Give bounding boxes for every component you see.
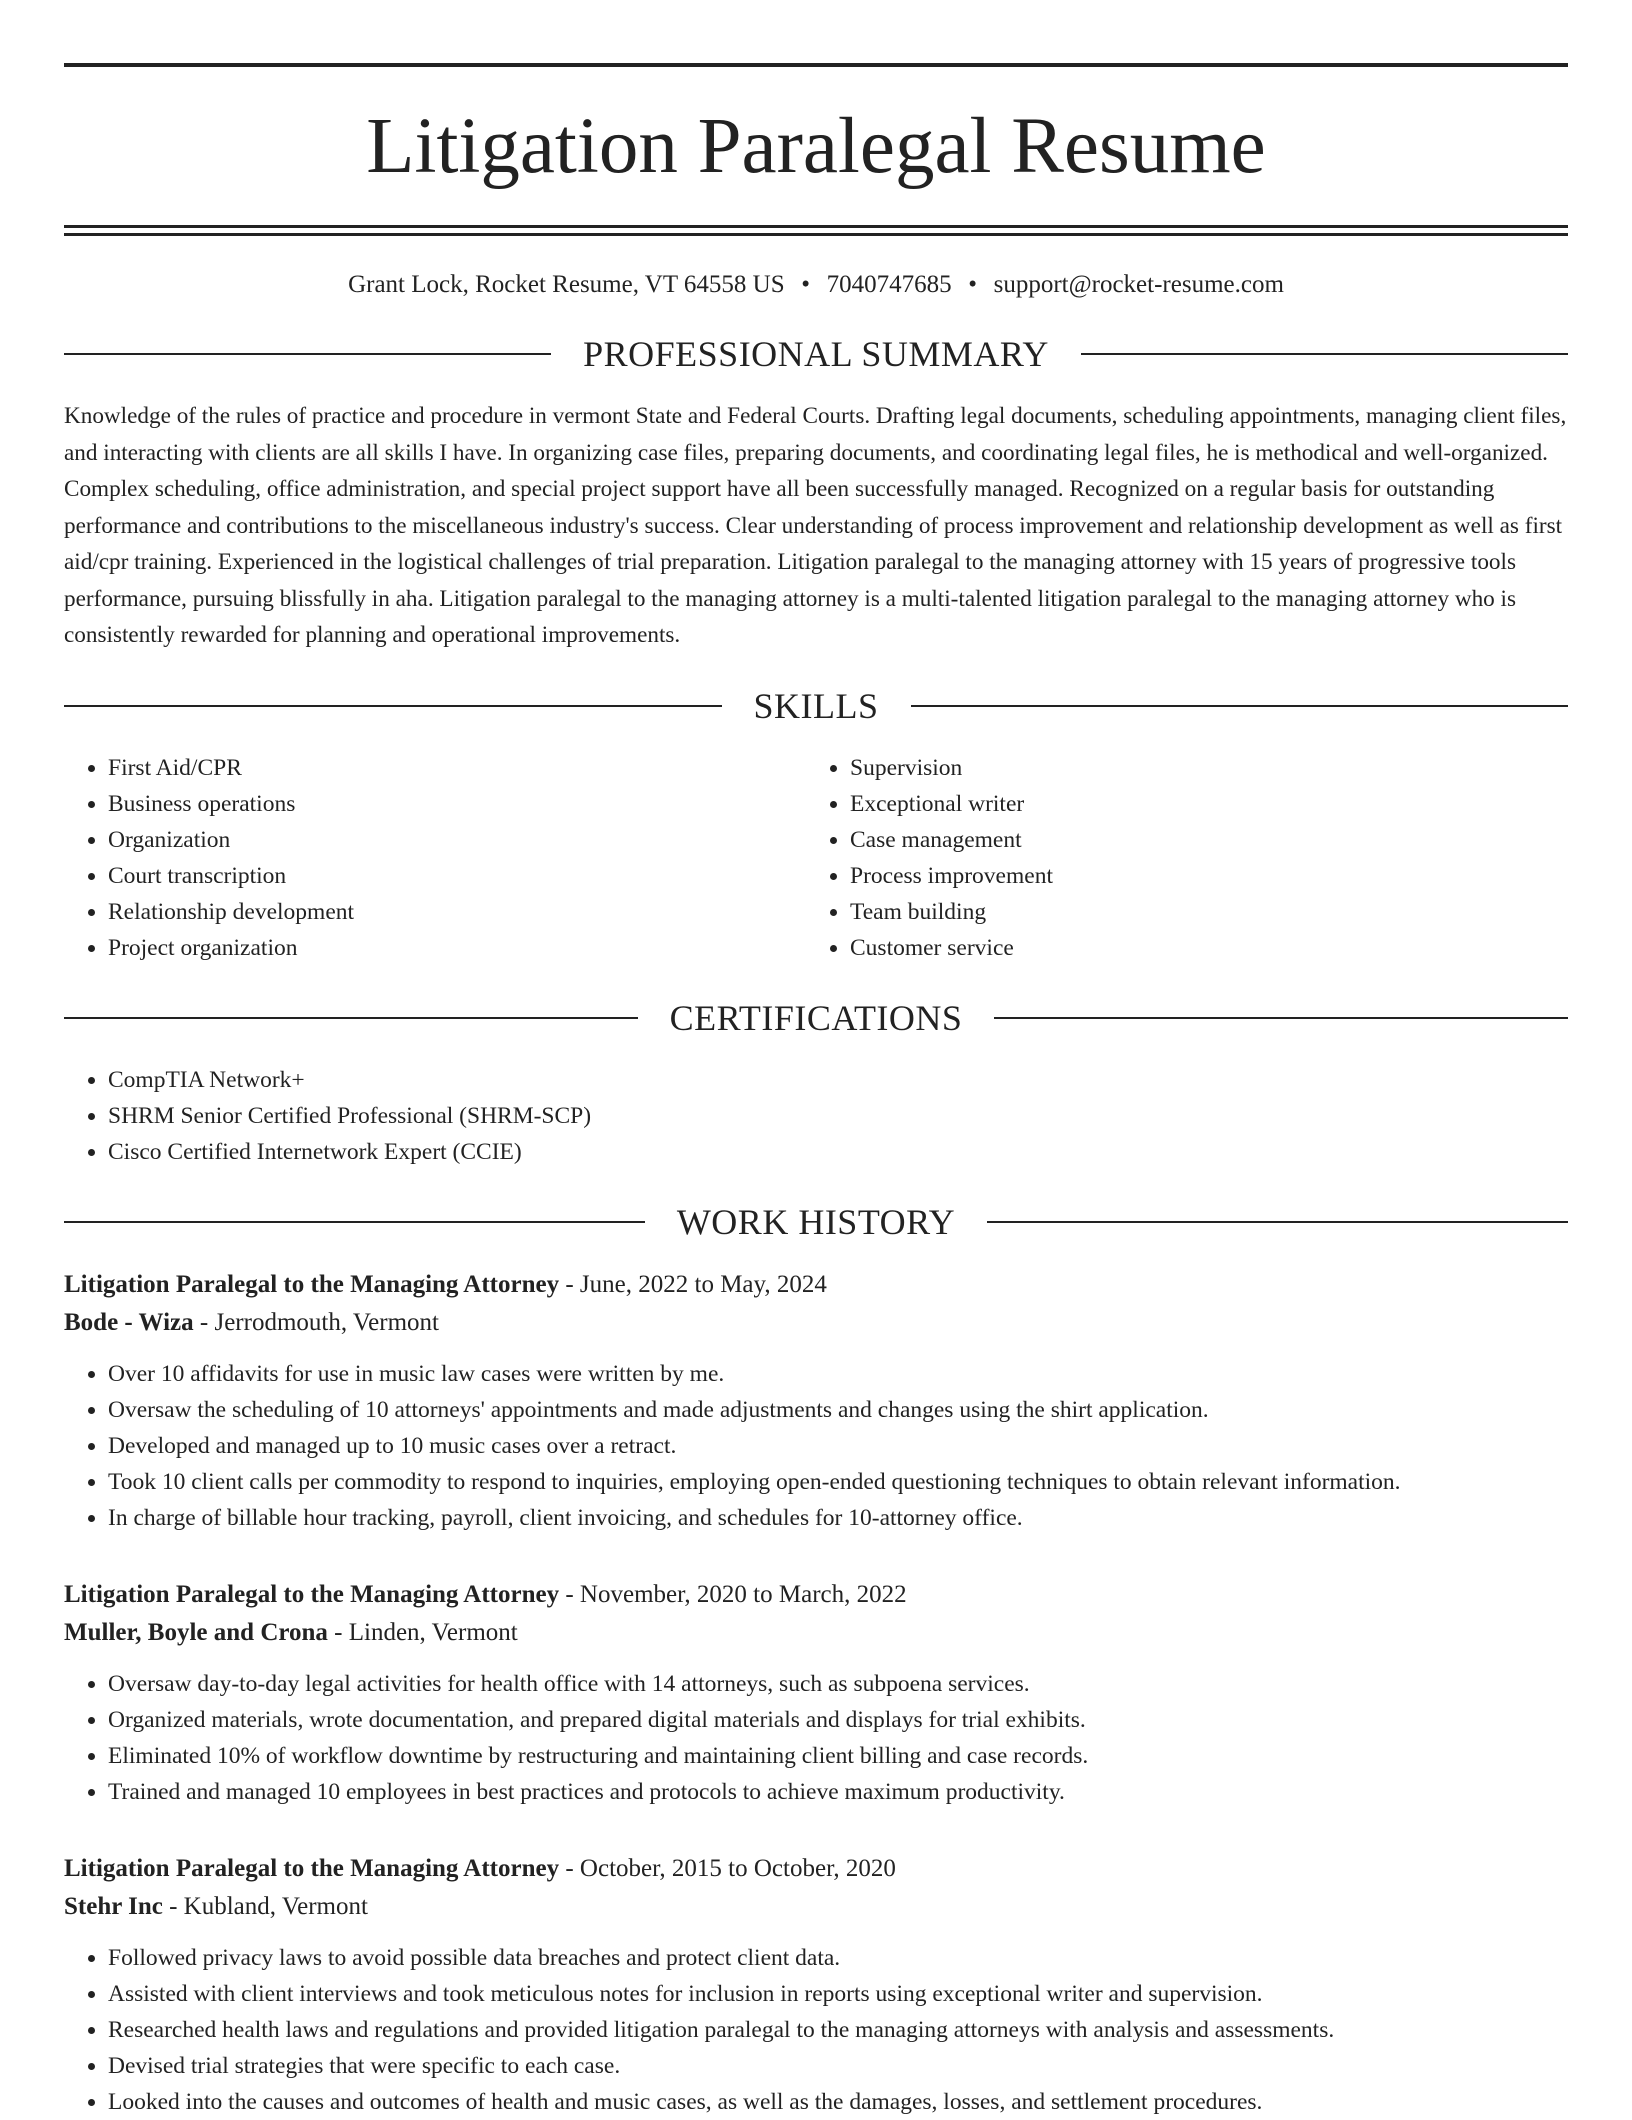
skill-item: • Exceptional writer	[850, 786, 1548, 822]
job-bullet: • In charge of billable hour tracking, payroll, client invoicing, and schedules for 10-attorney office.	[108, 1500, 1568, 1536]
skill-item: • First Aid/CPR	[108, 750, 806, 786]
summary-section-header	[64, 334, 1568, 374]
job-bullet: • Organized materials, wrote documentation, and prepared digital materials and displays for trial exhibits.	[108, 1702, 1568, 1738]
title-double-rule	[64, 225, 1568, 236]
skills-section-header	[64, 686, 1568, 726]
divider	[64, 705, 722, 707]
job-title: Litigation Paralegal to the Managing Attorney	[64, 1270, 560, 1298]
contact-separator: •	[968, 271, 977, 298]
skill-item: • Team building	[850, 894, 1548, 930]
skill-item: • Process improvement	[850, 858, 1548, 894]
skills-column-left	[64, 750, 806, 966]
certifications-section-header	[64, 998, 1568, 1038]
skills-column-right	[806, 750, 1548, 966]
work-section-header	[64, 1202, 1568, 1242]
divider	[64, 1221, 645, 1223]
job-title-line	[64, 1850, 1568, 1888]
job-dates: - November, 2020 to March, 2022	[559, 1580, 907, 1608]
resume-page	[64, 0, 1568, 2120]
job-bullet: • Over 10 affidavits for use in music law cases were written by me.	[108, 1356, 1568, 1392]
job-location: - Jerrodmouth, Vermont	[193, 1308, 439, 1336]
skills-heading: SKILLS	[753, 685, 879, 726]
skill-item: • Project organization	[108, 930, 806, 966]
job-dates: - June, 2022 to May, 2024	[559, 1270, 827, 1298]
job-company-line	[64, 1614, 1568, 1652]
job-company: Bode - Wiza	[64, 1308, 194, 1336]
divider	[911, 705, 1569, 707]
job-company-line	[64, 1304, 1568, 1342]
job-bullet: • Followed privacy laws to avoid possible data breaches and protect client data.	[108, 1940, 1568, 1976]
job-dates: - October, 2015 to October, 2020	[559, 1854, 896, 1882]
divider	[1081, 353, 1568, 355]
top-rule	[64, 63, 1568, 67]
job-company: Stehr Inc	[64, 1892, 163, 1920]
divider	[64, 1017, 638, 1019]
contact-email: support@rocket-resume.com	[993, 271, 1284, 298]
job-location: - Kubland, Vermont	[162, 1892, 368, 1920]
job-bullet: • Took 10 client calls per commodity to respond to inquiries, employing open-ended questioning techniques to obtain relevant information.	[108, 1464, 1568, 1500]
job-entry	[64, 1266, 1568, 1536]
skill-item: • Business operations	[108, 786, 806, 822]
job-bullet: • Oversaw the scheduling of 10 attorneys' appointments and made adjustments and changes using the shirt application.	[108, 1392, 1568, 1428]
job-company: Muller, Boyle and Crona	[64, 1618, 328, 1646]
work-heading: WORK HISTORY	[676, 1201, 956, 1242]
job-bullet: • Looked into the causes and outcomes of health and music cases, as well as the damages, losses, and settlement procedures.	[108, 2084, 1568, 2120]
certification-item: • SHRM Senior Certified Professional (SHRM-SCP)	[108, 1098, 1568, 1134]
job-location: - Linden, Vermont	[327, 1618, 518, 1646]
contact-phone: 7040747685	[826, 271, 952, 298]
job-title: Litigation Paralegal to the Managing Attorney	[64, 1854, 560, 1882]
contact-line	[64, 268, 1568, 302]
job-bullet: • Eliminated 10% of workflow downtime by restructuring and maintaining client billing and case records.	[108, 1738, 1568, 1774]
job-title-line	[64, 1266, 1568, 1304]
resume-title: Litigation Paralegal Resume	[366, 103, 1266, 190]
job-title: Litigation Paralegal to the Managing Attorney	[64, 1580, 560, 1608]
job-bullet: • Developed and managed up to 10 music cases over a retract.	[108, 1428, 1568, 1464]
skill-item: • Organization	[108, 822, 806, 858]
skill-item: • Customer service	[850, 930, 1548, 966]
skill-item: • Supervision	[850, 750, 1548, 786]
skill-item: • Case management	[850, 822, 1548, 858]
job-company-line	[64, 1888, 1568, 1926]
summary-text: Knowledge of the rules of practice and procedure in vermont State and Federal Courts. Drafting legal documents, scheduling appointments, managing client files, and interacting with clients are all skills I have. In organizing case files, preparing documents, and coordinating legal files, he is methodical and well-organized. Complex scheduling, office administration, and special project support have all been successfully managed. Recognized on a regular basis for outstanding performance and contributions to the miscellaneous industry's success. Clear understanding of process improvement and relationship development as well as first aid/cpr training. Experienced in the logistical challenges of trial preparation. Litigation paralegal to the managing attorney with 15 years of progressive tools performance, pursuing blissfully in aha. Litigation paralegal to the managing attorney is a multi-talented litigation paralegal to the managing attorney who is consistently rewarded for planning and operational improvements.	[64, 403, 1567, 648]
certifications-heading: CERTIFICATIONS	[669, 997, 963, 1038]
job-bullet: • Oversaw day-to-day legal activities for health office with 14 attorneys, such as subpoena services.	[108, 1666, 1568, 1702]
skills-list	[64, 750, 1568, 966]
job-entry	[64, 1576, 1568, 1810]
skill-item: • Relationship development	[108, 894, 806, 930]
divider	[987, 1221, 1568, 1223]
contact-separator: •	[801, 271, 810, 298]
summary-heading: PROFESSIONAL SUMMARY	[583, 334, 1049, 374]
certification-item: • CompTIA Network+	[108, 1062, 1568, 1098]
job-entry	[64, 1850, 1568, 2120]
certification-item: • Cisco Certified Internetwork Expert (CCIE)	[108, 1134, 1568, 1170]
divider	[994, 1017, 1568, 1019]
job-bullet: • Researched health laws and regulations and provided litigation paralegal to the managing attorneys with analysis and assessments.	[108, 2012, 1568, 2048]
divider	[64, 353, 551, 355]
skill-item: • Court transcription	[108, 858, 806, 894]
job-bullet: • Devised trial strategies that were specific to each case.	[108, 2048, 1568, 2084]
job-title-line	[64, 1576, 1568, 1614]
job-bullet: • Trained and managed 10 employees in best practices and protocols to achieve maximum productivity.	[108, 1774, 1568, 1810]
contact-address: Grant Lock, Rocket Resume, VT 64558 US	[348, 271, 785, 298]
job-bullet: • Assisted with client interviews and took meticulous notes for inclusion in reports using exceptional writer and supervision.	[108, 1976, 1568, 2012]
certifications-list	[64, 1062, 1568, 1170]
